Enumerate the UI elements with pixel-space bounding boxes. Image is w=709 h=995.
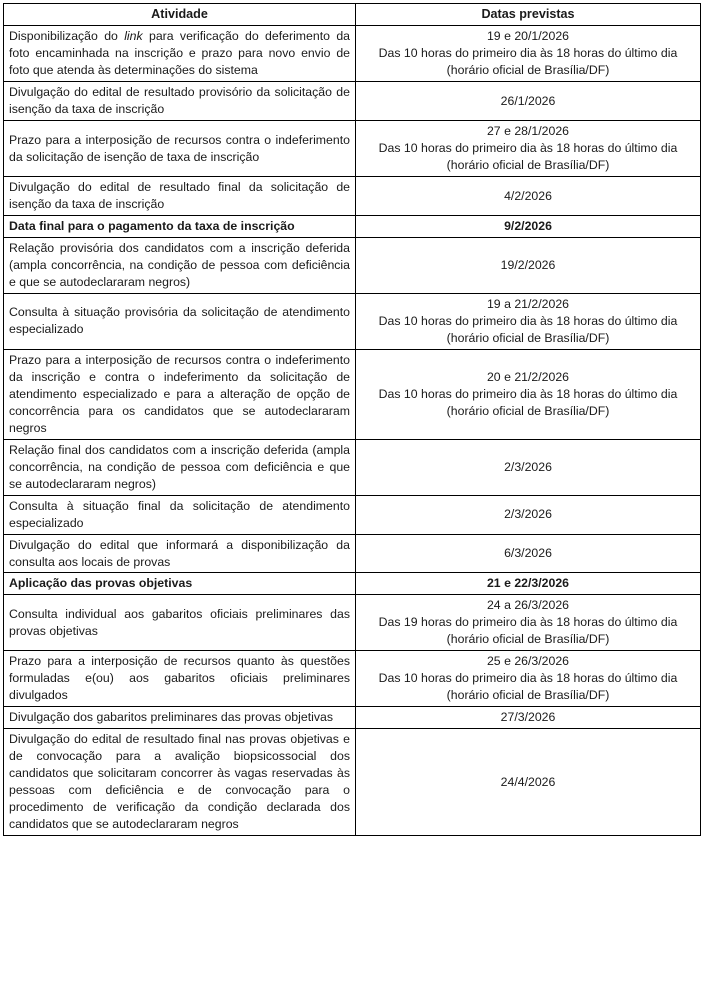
table-row [4, 177, 701, 216]
cell-dates [356, 121, 701, 177]
cell-dates [356, 26, 701, 82]
date-main: 26/1/2026 [500, 93, 556, 108]
cell-activity: Relação final dos candidatos com a inscrição deferida (ampla concorrência, na condição de pessoa com deficiência e que se autodeclararam negros) [4, 439, 356, 495]
table-row [4, 573, 701, 595]
column-header-dates: Datas previstas [356, 4, 701, 26]
date-main: 19 e 20/1/2026 [486, 29, 570, 44]
table-row [4, 595, 701, 651]
date-main: 9/2/2026 [504, 219, 552, 234]
date-note: Das 10 horas do primeiro dia às 18 horas do último dia (horário oficial de Brasília/DF) [378, 313, 678, 345]
cell-dates [356, 82, 701, 121]
date-main: 24 a 26/3/2026 [486, 598, 570, 613]
cell-activity: Divulgação do edital de resultado final nas provas objetivas e de convocação para a avalição biopsicossocial dos candidatos que solicitaram concorrer às vagas reservadas às pessoas com deficiência e de convocação para o procedimento de verificação da condição declarada dos candidatos que se autodeclararam negros [4, 729, 356, 836]
cell-dates [356, 177, 701, 216]
table-row [4, 707, 701, 729]
cell-activity: Relação provisória dos candidatos com a inscrição deferida (ampla concorrência, na condição de pessoa com deficiência e que se autodeclararam negros) [4, 238, 356, 294]
table-row [4, 216, 701, 238]
table-row [4, 651, 701, 707]
cell-activity: Consulta à situação final da solicitação de atendimento especializado [4, 495, 356, 534]
schedule-table [3, 3, 701, 836]
date-note: Das 10 horas do primeiro dia às 18 horas do último dia (horário oficial de Brasília/DF) [378, 671, 678, 703]
cell-dates [356, 729, 701, 836]
cell-activity: Divulgação do edital de resultado final da solicitação de isenção da taxa de inscrição [4, 177, 356, 216]
column-header-activity: Atividade [4, 4, 356, 26]
cell-dates [356, 293, 701, 349]
cell-activity: Prazo para a interposição de recursos contra o indeferimento da inscrição e contra o indeferimento da solicitação de atendimento especializado e para a alteração de opção de concorrência para os candidatos que se autodeclararam negros [4, 349, 356, 439]
date-main: 25 e 26/3/2026 [486, 654, 570, 669]
cell-dates [356, 573, 701, 595]
date-main: 2/3/2026 [504, 507, 552, 522]
date-note: Das 10 horas do primeiro dia às 18 horas do último dia (horário oficial de Brasília/DF) [378, 386, 678, 418]
cell-activity: Consulta à situação provisória da solicitação de atendimento especializado [4, 293, 356, 349]
date-main: 20 e 21/2/2026 [486, 369, 570, 384]
date-note: Das 10 horas do primeiro dia às 18 horas do último dia (horário oficial de Brasília/DF) [378, 141, 678, 173]
date-main: 2/3/2026 [504, 459, 552, 474]
table-row [4, 349, 701, 439]
date-main: 21 e 22/3/2026 [486, 576, 570, 591]
cell-dates [356, 534, 701, 573]
cell-activity: Data final para o pagamento da taxa de inscrição [4, 216, 356, 238]
date-main: 4/2/2026 [504, 188, 552, 203]
table-row [4, 293, 701, 349]
table-row [4, 26, 701, 82]
cell-activity: Divulgação do edital de resultado provisório da solicitação de isenção da taxa de inscrição [4, 82, 356, 121]
cell-activity: Disponibilização do link para verificação do deferimento da foto encaminhada na inscrição e prazo para novo envio de foto que atenda às determinações do sistema [4, 26, 356, 82]
cell-activity: Consulta individual aos gabaritos oficiais preliminares das provas objetivas [4, 595, 356, 651]
date-note: Das 10 horas do primeiro dia às 18 horas do último dia (horário oficial de Brasília/DF) [378, 46, 678, 78]
cell-dates [356, 216, 701, 238]
cell-dates [356, 238, 701, 294]
cell-dates [356, 707, 701, 729]
table-header [4, 4, 701, 26]
date-note: Das 19 horas do primeiro dia às 18 horas do último dia (horário oficial de Brasília/DF) [378, 615, 678, 647]
cell-activity: Divulgação dos gabaritos preliminares das provas objetivas [4, 707, 356, 729]
date-main: 27/3/2026 [500, 710, 556, 725]
cell-activity: Prazo para a interposição de recursos contra o indeferimento da solicitação de isenção de taxa de inscrição [4, 121, 356, 177]
header-row [4, 4, 701, 26]
table-row [4, 121, 701, 177]
table-row [4, 238, 701, 294]
cell-dates [356, 595, 701, 651]
table-row [4, 439, 701, 495]
date-main: 27 e 28/1/2026 [486, 124, 570, 139]
date-main: 24/4/2026 [500, 774, 556, 789]
cell-dates [356, 439, 701, 495]
cell-activity: Divulgação do edital que informará a disponibilização da consulta aos locais de provas [4, 534, 356, 573]
cell-dates [356, 349, 701, 439]
emphasis-text: link [124, 29, 143, 44]
cell-dates [356, 651, 701, 707]
cell-dates [356, 495, 701, 534]
cell-activity: Aplicação das provas objetivas [4, 573, 356, 595]
table-row [4, 495, 701, 534]
table-row [4, 82, 701, 121]
date-main: 19 a 21/2/2026 [486, 296, 570, 311]
table-row [4, 729, 701, 836]
date-main: 6/3/2026 [504, 546, 552, 561]
cell-activity: Prazo para a interposição de recursos quanto às questões formuladas e(ou) aos gabaritos oficiais preliminares divulgados [4, 651, 356, 707]
table-body [4, 26, 701, 836]
date-main: 19/2/2026 [500, 258, 556, 272]
table-row [4, 534, 701, 573]
